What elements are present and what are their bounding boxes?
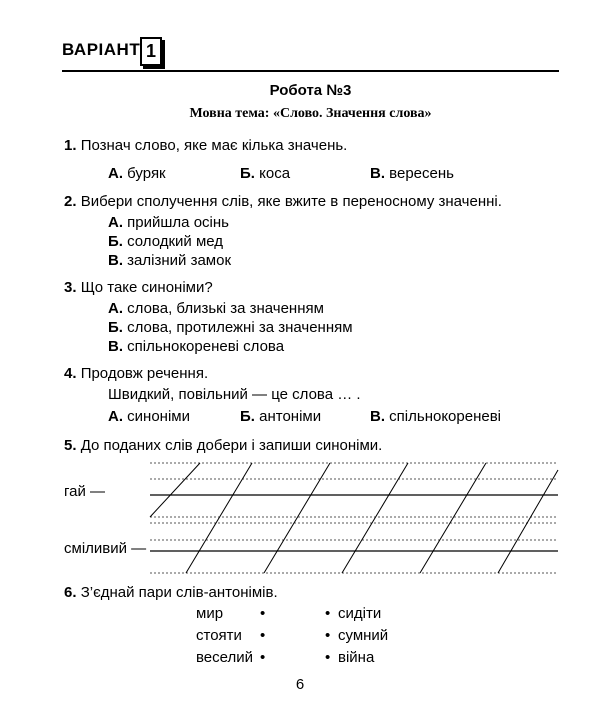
question-5: 5. До поданих слів добери і запиши синоніми. — [64, 437, 383, 454]
variant-number-badge: 1 — [140, 37, 162, 66]
page-number: 6 — [295, 676, 305, 693]
question-2: 2. Вибери сполучення слів, яке вжите в переносному значенні. — [64, 193, 502, 210]
q6-right-dot-2[interactable]: • — [325, 627, 331, 644]
q6-left-word-1: мир — [196, 605, 224, 622]
q6-right-word-1: сидіти — [338, 605, 382, 622]
q3-option-a[interactable]: А. слова, близькі за значенням — [108, 300, 324, 317]
q2-option-b[interactable]: Б. солодкий мед — [108, 233, 224, 250]
q1-option-c[interactable]: В. вересень — [370, 165, 454, 182]
q3-option-c[interactable]: В. спільнокореневі слова — [108, 338, 285, 355]
topic-subtitle: Мовна тема: «Слово. Значення слова» — [189, 106, 432, 121]
q4-option-c[interactable]: В. спільнокореневі — [370, 408, 502, 425]
q4-option-a[interactable]: А. синоніми — [108, 408, 190, 425]
variant-label: ВАРІАНТ — [62, 40, 141, 59]
work-title: Робота №3 — [269, 82, 352, 99]
q6-right-word-2: сумний — [338, 627, 389, 644]
question-3: 3. Що таке синоніми? — [64, 279, 213, 296]
q6-right-word-3: війна — [338, 649, 375, 666]
q4-sentence: Швидкий, повільний — це слова … . — [108, 386, 361, 403]
q6-left-word-2: стояти — [196, 627, 242, 644]
q2-option-a[interactable]: А. прийшла осінь — [108, 214, 229, 231]
q6-left-dot-1[interactable]: • — [260, 605, 266, 622]
q2-option-c[interactable]: В. залізний замок — [108, 252, 231, 269]
q6-left-dot-3[interactable]: • — [260, 649, 266, 666]
question-6: 6. З’єднай пари слів-антонімів. — [64, 584, 278, 601]
q6-left-word-3: веселий — [196, 649, 253, 666]
q4-option-b[interactable]: Б. антоніми — [240, 408, 322, 425]
q5-word-1: гай — — [64, 483, 106, 500]
q1-option-a[interactable]: А. буряк — [108, 165, 166, 182]
q1-option-b[interactable]: Б. коса — [240, 165, 291, 182]
q6-right-dot-3[interactable]: • — [325, 649, 331, 666]
q3-option-b[interactable]: Б. слова, протилежні за значенням — [108, 319, 353, 336]
question-number: 1. — [64, 137, 77, 154]
q5-word-2: сміливий — — [64, 540, 147, 557]
q6-left-dot-2[interactable]: • — [260, 627, 266, 644]
question-text: Познач слово, яке має кілька значень. — [80, 137, 348, 154]
question-4: 4. Продовж речення. — [64, 365, 209, 382]
q6-right-dot-1[interactable]: • — [325, 605, 331, 622]
